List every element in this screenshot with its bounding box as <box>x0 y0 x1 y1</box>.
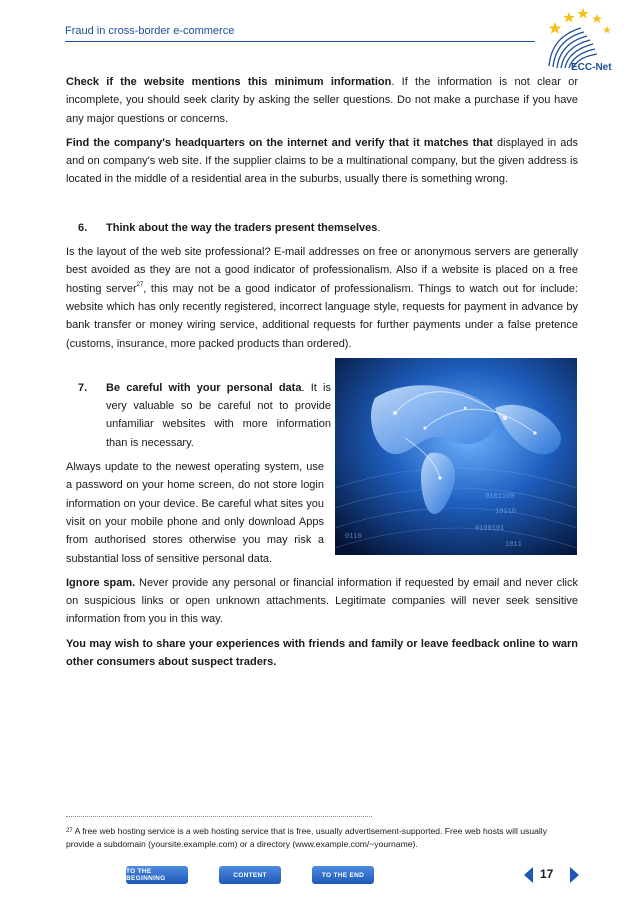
paragraph-update-os: Always update to the newest operating system, use a password on your home screen, do not store login information on your device. Be careful what sites you visit on your mobile phone and only download Apps from authorised stores otherwise you may risk a substantial loss of sensitive personal data. <box>66 461 324 565</box>
paragraph-check-website <box>66 73 578 128</box>
svg-text:0100101: 0100101 <box>475 525 505 533</box>
bold-lead: Ignore spam. <box>66 576 136 589</box>
svg-text:0110: 0110 <box>345 533 362 541</box>
paragraph-text: Is the layout of the web site professional? E-mail addresses on free or anonymous servers are generally best avoided as they are not a good indicator of professionalism. Also if a website is placed on a free hosting server <box>66 246 578 295</box>
svg-text:0101100: 0101100 <box>485 493 515 501</box>
to-the-end-button[interactable]: TO THE END <box>312 866 374 884</box>
svg-text:10110: 10110 <box>495 508 517 516</box>
footnote-separator <box>66 816 372 817</box>
digital-globe-image <box>335 358 577 555</box>
paragraph-ignore-spam <box>66 574 578 629</box>
header-title: Fraud in cross-border e-commerce <box>65 25 235 37</box>
page-number: 17 <box>540 867 554 881</box>
paragraph-headquarters <box>66 134 578 189</box>
section-heading-text: Be careful with your personal data <box>106 381 302 394</box>
to-the-beginning-button[interactable]: TO THE BEGINNING <box>126 866 188 884</box>
section-heading-7: 7. Be careful with your personal data. It is very valuable so be careful not to provide unfamiliar websites with more information than is necessary. <box>66 379 331 452</box>
paragraph-text: Never provide any personal or financial information if requested by email and never click on suspicious links or open unknown attachments. Legitimate companies will never seek sensitive information from you in this way. <box>66 576 578 626</box>
content-button[interactable]: CONTENT <box>219 866 281 884</box>
footnote-text: A free web hosting service is a web hosting service that is free, usually advertisement-supported. Free web hosts will usually provide a subdomain (yoursite.example.com) or a directory (www.example.com/~yourname). <box>66 826 548 849</box>
next-page-arrow-icon[interactable] <box>570 867 579 883</box>
section-number: 6. <box>78 221 88 234</box>
paragraph-share-experience: You may wish to share your experiences with friends and family or leave feedback online to warn other consumers about suspect traders. <box>66 637 578 669</box>
logo-text: ECC-Net <box>571 62 612 73</box>
bold-lead: Check if the website mentions this minimum information <box>66 76 392 88</box>
footnote-index: 27 <box>66 828 73 834</box>
paragraph-text: displayed in ads and on company's web site. If the supplier claims to be a multinational company, but the given address is located in the middle of a residential area in the suburbs, usually there is something wrong. <box>66 136 579 186</box>
previous-page-arrow-icon[interactable] <box>524 867 533 883</box>
header-rule <box>65 41 535 42</box>
footnote-ref[interactable]: 27 <box>136 281 144 288</box>
paragraph-layout <box>66 243 578 353</box>
section-number: 7. <box>78 381 88 394</box>
paragraph-text: . If the information is not clear or incomplete, you should seek clarity by asking the seller questions. Do not make a purchase if you have any major questions or concerns. <box>66 76 578 125</box>
footnote <box>66 825 566 850</box>
bold-lead: Find the company's headquarters on the internet and verify that it matches that <box>66 136 493 149</box>
section-heading-text: Think about the way the traders present themselves <box>106 221 378 234</box>
paragraph-text: , this may not be a good indicator of professionalism. Things to watch out for include: website which has only recently registered, incorrect language style, requests for payment in advance by bank transfer or money wiring service, additional requests for further payments under a false pretence (customs, insurance, more packed products than ordered). <box>66 282 578 350</box>
svg-text:1011: 1011 <box>505 541 522 549</box>
section-heading-6: 6. Think about the way the traders present themselves. <box>66 219 578 237</box>
